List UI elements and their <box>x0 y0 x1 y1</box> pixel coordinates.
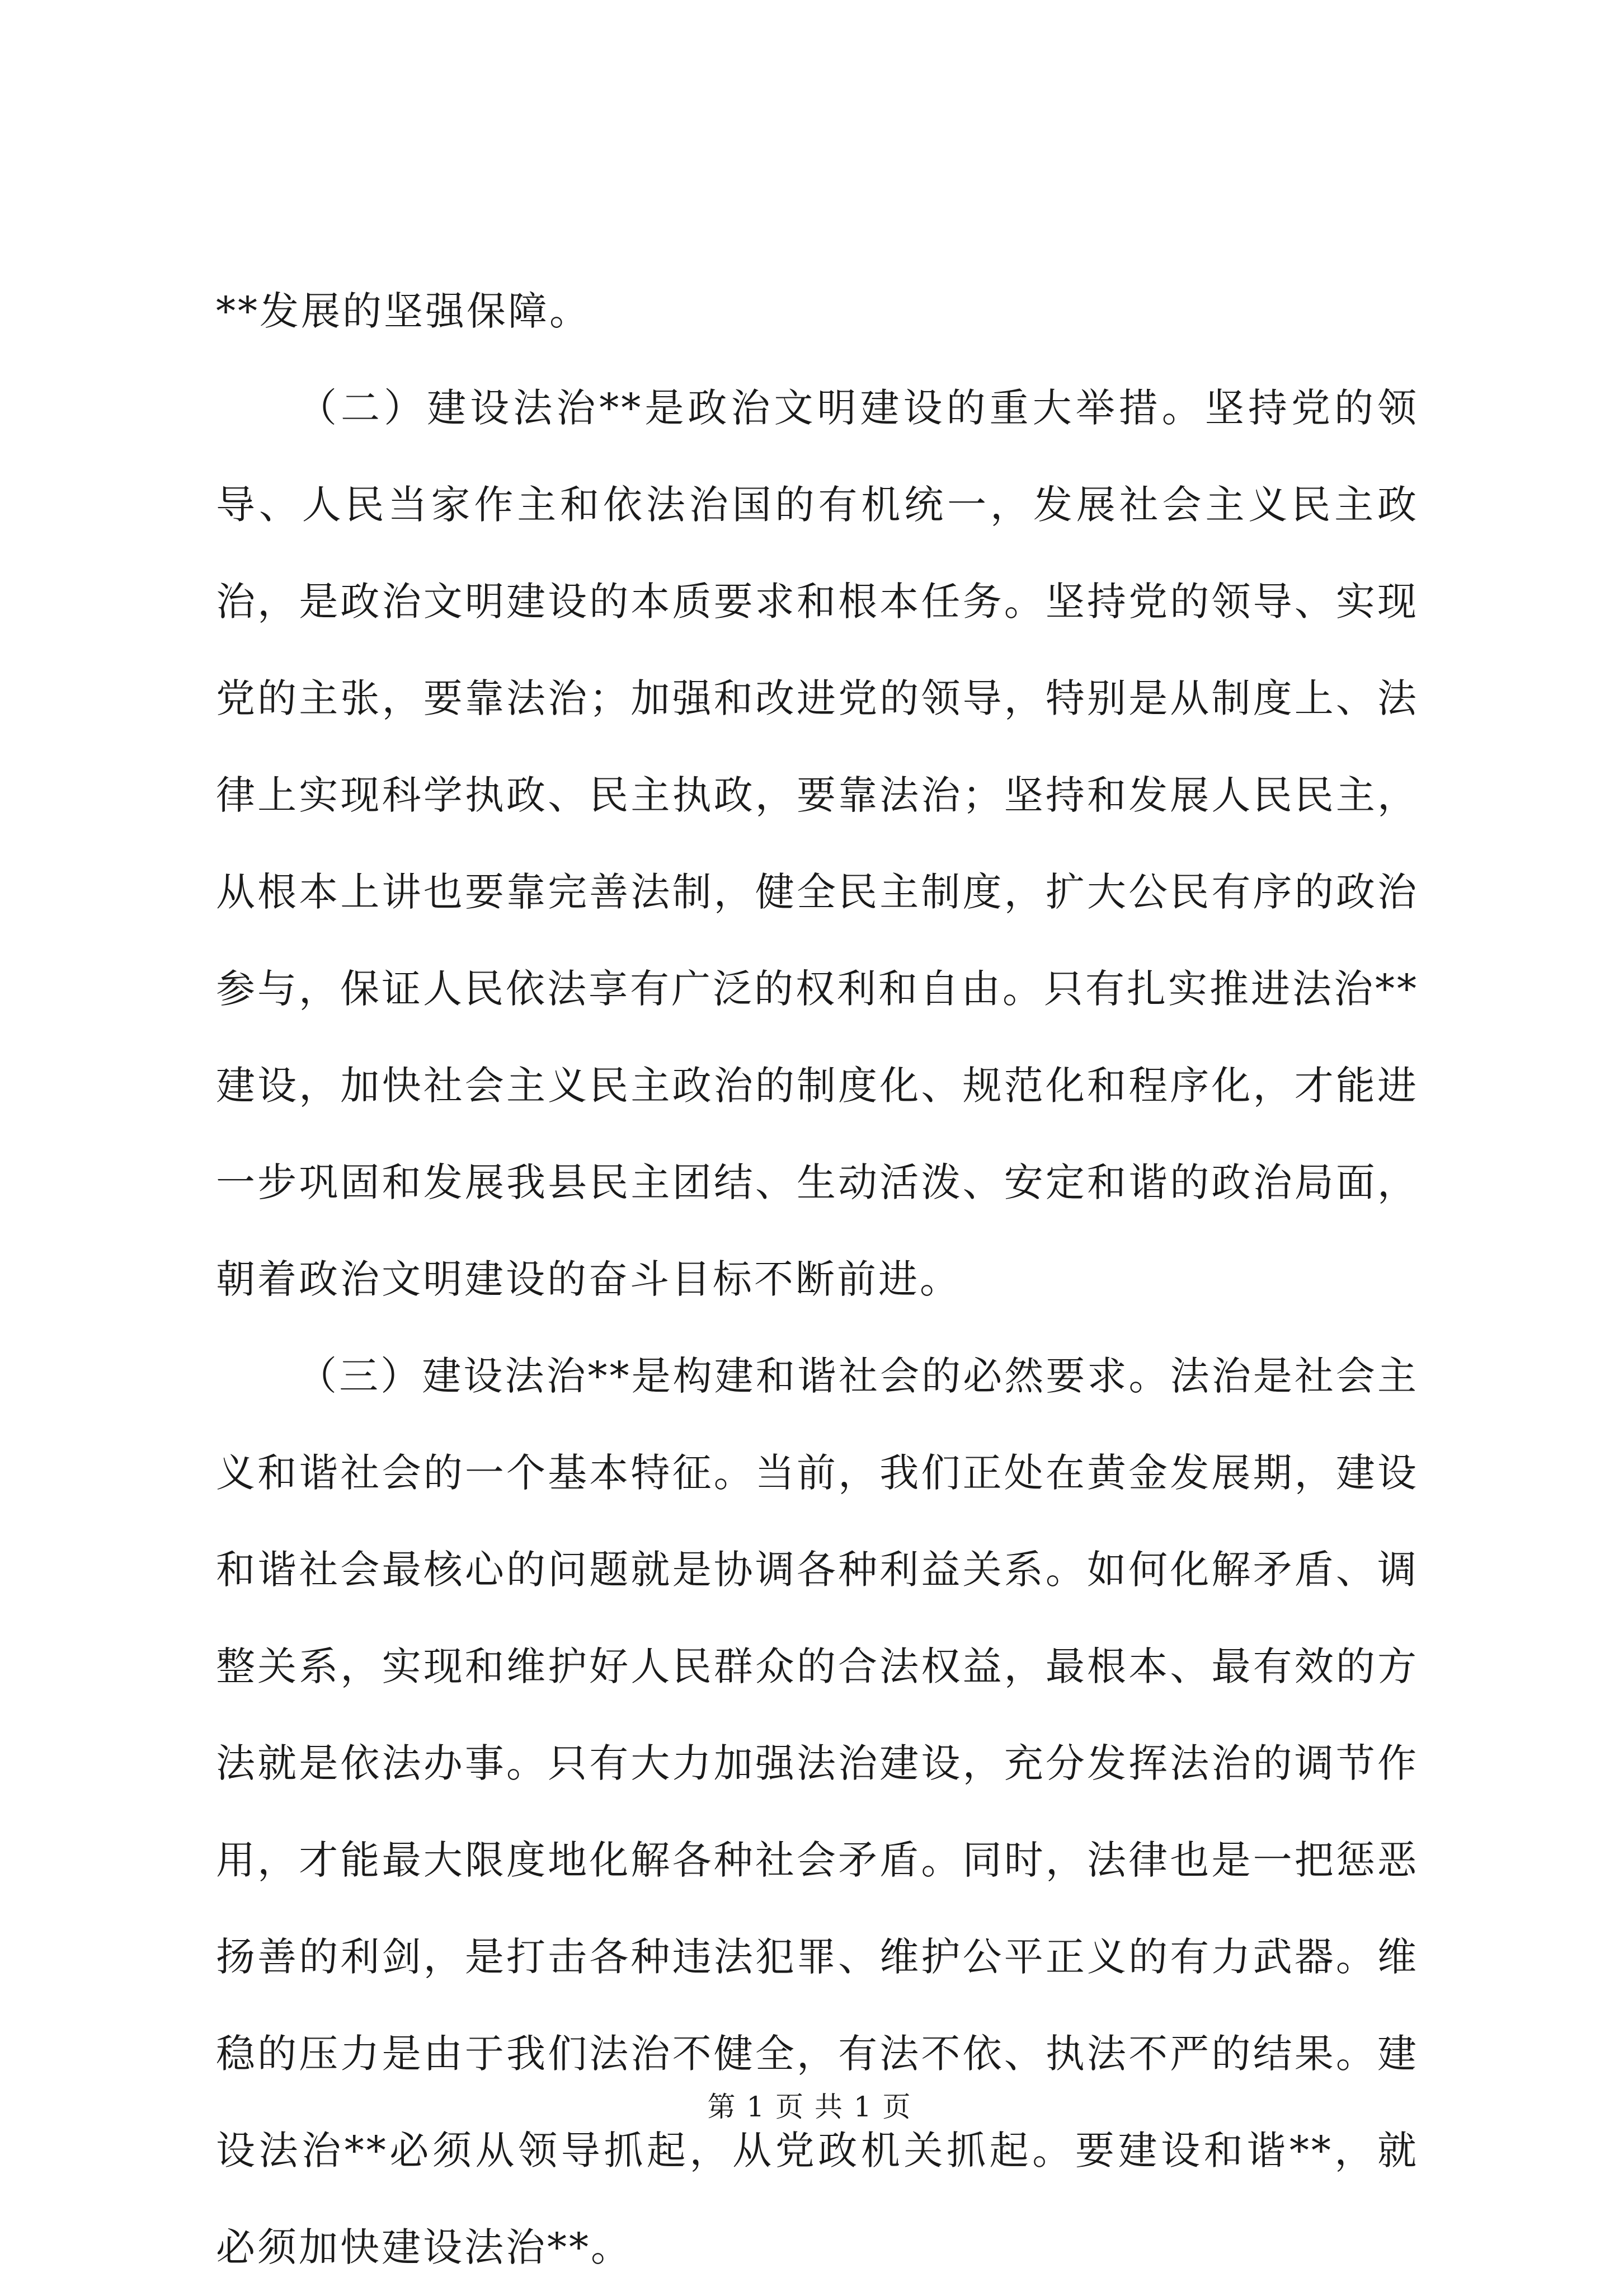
paragraph-harmonious-society: （三）建设法治**是构建和谐社会的必然要求。法治是社会主义和谐社会的一个基本特征。当前，我们正处在黄金发展期，建设和谐社会最核心的问题就是协调各种利益关系。如何化解矛盾、调整关系，实现和维护好人民群众的合法权益，最根本、最有效的方法就是依法办事。只有大力加强法治建设，充分发挥法治的调节作用，才能最大限度地化解各种社会矛盾。同时，法律也是一把惩恶扬善的利剑，是打击各种违法犯罪、维护公平正义的有力武器。维稳的压力是由于我们法治不健全，有法不依、执法不严的结果。建设法治**必须从领导抓起，从党政机关抓起。要建设和谐**，就必须加快建设法治**。 <box>216 1353 1419 2270</box>
document-body <box>216 263 1419 2296</box>
paragraph-continuation: **发展的坚强保障。 <box>216 288 591 334</box>
paragraph-political-civilization: （二）建设法治**是政治文明建设的重大举措。坚持党的领导、人民当家作主和依法治国的有机统一，发展社会主义民主政治，是政治文明建设的本质要求和根本任务。坚持党的领导、实现党的主张，要靠法治；加强和改进党的领导，特别是从制度上、法律上实现科学执政、民主执政，要靠法治；坚持和发展人民民主，从根本上讲也要靠完善法制，健全民主制度，扩大公民有序的政治参与，保证人民依法享有广泛的权利和自由。只有扎实推进法治**建设，加快社会主义民主政治的制度化、规范化和程序化，才能进一步巩固和发展我县民主团结、生动活泼、安定和谐的政治局面，朝着政治文明建设的奋斗目标不断前进。 <box>216 385 1419 1302</box>
page-number-footer: 第 1 页 共 1 页 <box>707 2091 912 2123</box>
